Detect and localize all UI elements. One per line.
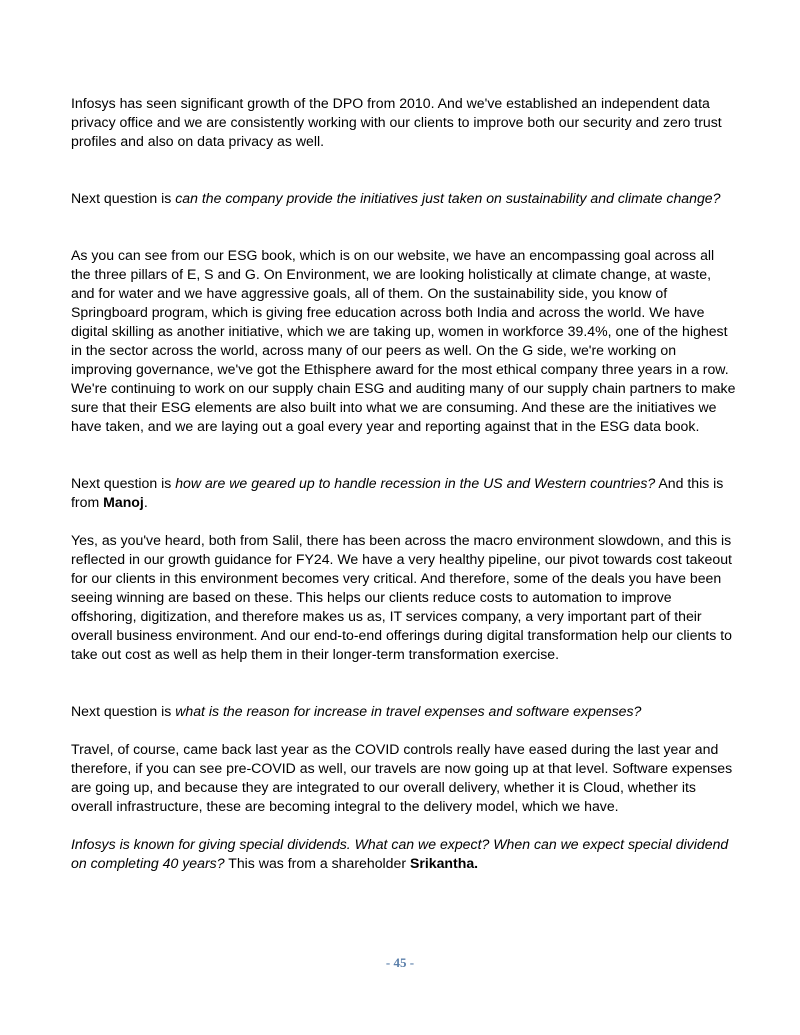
question-sustainability xyxy=(71,189,737,208)
asker-name: Manoj xyxy=(103,494,144,510)
question-text: Infosys is known for giving special dividends. What can we expect? When can we expect special dividend on completing 40 years? xyxy=(71,836,729,871)
page-number: - 45 - xyxy=(385,955,415,970)
question-recession xyxy=(71,474,737,512)
question-text: can the company provide the initiatives just taken on sustainability and climate change? xyxy=(175,190,721,206)
question-text: what is the reason for increase in travel expenses and software expenses? xyxy=(175,703,642,719)
question-tail: This was from a shareholder xyxy=(224,855,410,871)
question-lead: Next question is xyxy=(71,475,176,491)
question-end: . xyxy=(143,494,148,510)
asker-name: Srikantha. xyxy=(409,855,479,871)
question-tail: And this is from xyxy=(71,475,724,510)
question-text: how are we geared up to handle recession in the US and Western countries? xyxy=(175,475,656,491)
question-lead: Next question is xyxy=(71,703,176,719)
question-dividends xyxy=(71,835,737,873)
question-lead: Next question is xyxy=(71,190,176,206)
question-expenses xyxy=(71,702,737,721)
answer-recession: Yes, as you've heard, both from Salil, there has been across the macro environment slowdown, and this is reflected in our growth guidance for FY24. We have a very healthy pipeline, our pivot towards cost takeout for our clients in this environment becomes very critical. And therefore, some of the deals you have been seeing winning are based on these. This helps our clients reduce costs to automation to improve offshoring, digitization, and therefore makes us as, IT services company, a very important part of their overall business environment. And our end-to-end offerings during digital transformation help our clients to take out cost as well as help them in their longer-term transformation exercise. xyxy=(71,532,732,662)
answer-expenses: Travel, of course, came back last year as the COVID controls really have eased during the last year and therefore, if you can see pre-COVID as well, our travels are now going up at that level. Software expenses are going up, and because they are integrated to our overall delivery, whether it is Cloud, whether its overall infrastructure, these are becoming integral to the delivery model, which we have. xyxy=(71,741,733,814)
transcript-body xyxy=(71,94,737,873)
paragraph-dpo: Infosys has seen significant growth of the DPO from 2010. And we've established an independent data privacy office and we are consistently working with our clients to improve both our security and zero trust profiles and also on data privacy as well. xyxy=(71,95,722,149)
answer-sustainability: As you can see from our ESG book, which is on our website, we have an encompassing goal across all the three pillars of E, S and G. On Environment, we are looking holistically at climate change, at waste, and for water and we have aggressive goals, all of them. On the sustainability side, you know of Springboard program, which is giving free education across both India and across the world. We have digital skilling as another initiative, which we are taking up, women in workforce 39.4%, one of the highest in the sector across the world, across many of our peers as well. On the G side, we're working on improving governance, we've got the Ethisphere award for the most ethical company three years in a row. We're continuing to work on our supply chain ESG and auditing many of our supply chain partners to make sure that their ESG elements are also built into what we are consuming. And these are the initiatives we have taken, and we are laying out a goal every year and reporting against that in the ESG data book. xyxy=(71,247,736,434)
